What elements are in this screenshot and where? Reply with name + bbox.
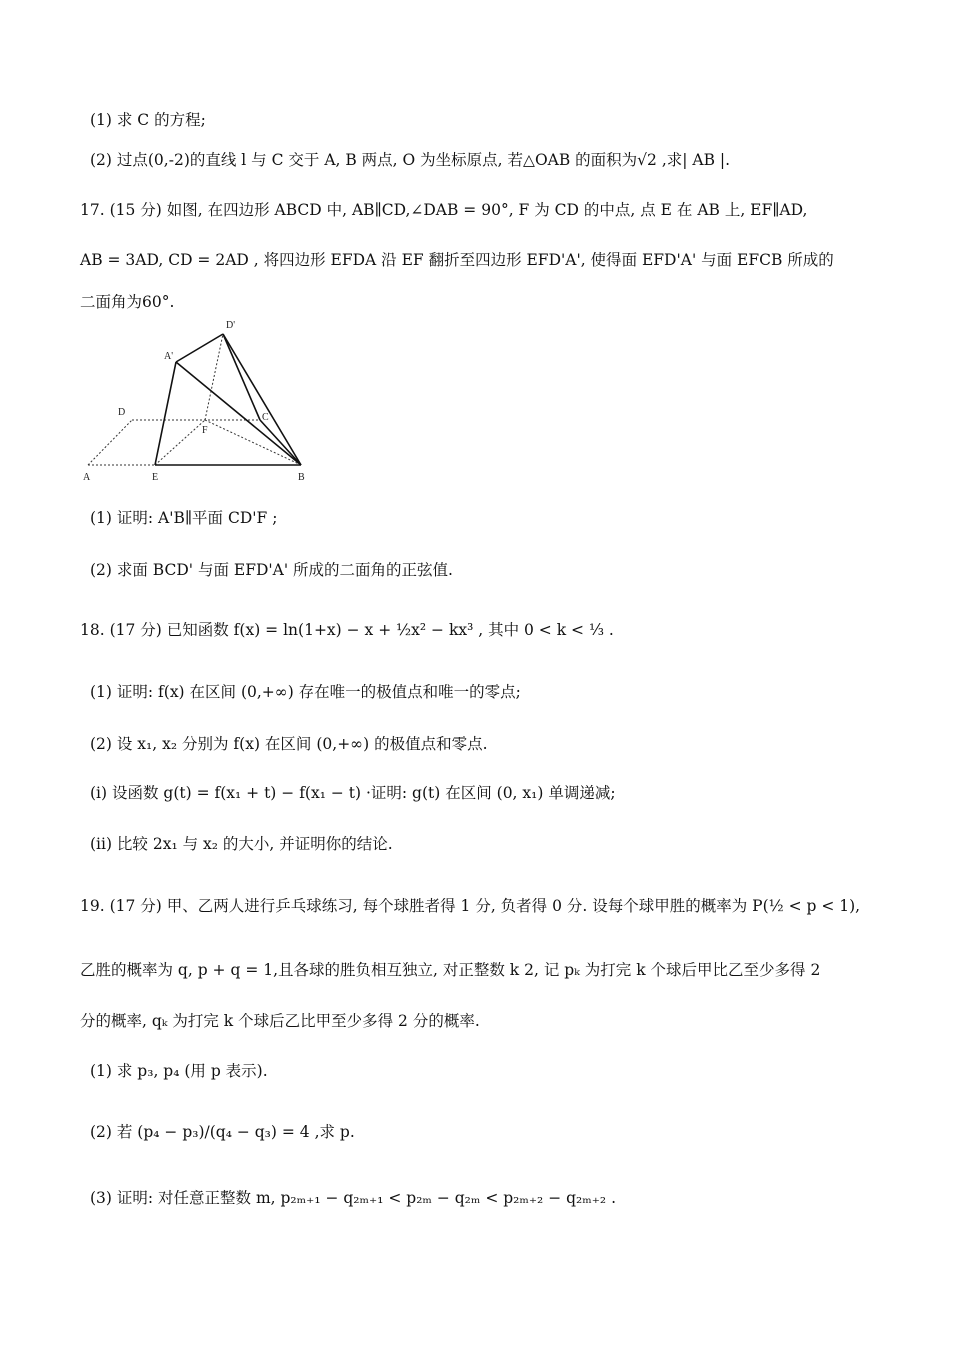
edge-FDprime (205, 334, 223, 420)
q17-part1: (1) 证明: A'B∥平面 CD'F ; (90, 509, 278, 527)
q18-stem: 18. (17 分) 已知函数 f(x) = ln(1+x) − x + ½x² − kx³ , 其中 0 < k < ⅓ . (80, 621, 614, 639)
q19-part1: (1) 求 p₃, p₄ (用 p 表示). (90, 1062, 268, 1080)
edge-DprimeB (223, 334, 301, 465)
edge-AprimeB (176, 362, 301, 465)
edge-AprimeDprime (176, 334, 223, 362)
q18-part2-i: (i) 设函数 g(t) = f(x₁ + t) − f(x₁ − t) ·证明: g(t) 在区间 (0, x₁) 单调递减; (90, 784, 616, 802)
label-A: A (83, 472, 91, 483)
q17-part2: (2) 求面 BCD' 与面 EFD'A' 所成的二面角的正弦值. (90, 561, 453, 579)
edge-FB (205, 420, 301, 465)
q17-stem-line2: AB = 3AD, CD = 2AD , 将四边形 EFDA 沿 EF 翻折至四边形 EFD'A', 使得面 EFD'A' 与面 EFCB 所成的 (80, 251, 834, 269)
edge-EAprime (155, 362, 176, 465)
q19-stem-line3: 分的概率, qₖ 为打完 k 个球后乙比甲至少多得 2 分的概率. (80, 1012, 480, 1030)
q19-stem-line2: 乙胜的概率为 q, p + q = 1,且各球的胜负相互独立, 对正整数 k 2, 记 pₖ 为打完 k 个球后甲比乙至少多得 2 (80, 961, 821, 979)
label-B: B (298, 472, 305, 483)
edge-CB (260, 420, 301, 465)
q16-part2: (2) 过点(0,-2)的直线 l 与 C 交于 A, B 两点, O 为坐标原点, 若△OAB 的面积为√2 ,求| AB |. (90, 151, 731, 169)
q17-stem-line3: 二面角为60°. (80, 293, 175, 311)
label-A-prime: A' (164, 351, 174, 362)
q19-stem-line1: 19. (17 分) 甲、乙两人进行乒乓球练习, 每个球胜者得 1 分, 负者得 0 分. 设每个球甲胜的概率为 P(½ < p < 1), (80, 897, 861, 915)
label-C: C (262, 412, 269, 423)
q19-part2: (2) 若 (p₄ − p₃)/(q₄ − q₃) = 4 ,求 p. (90, 1123, 355, 1141)
label-D: D (118, 407, 126, 418)
label-D-prime: D' (226, 320, 236, 331)
folded-quadrilateral-figure (78, 312, 318, 484)
q16-part1: (1) 求 C 的方程; (90, 111, 206, 129)
edge-AD (88, 420, 132, 465)
q18-part1: (1) 证明: f(x) 在区间 (0,+∞) 存在唯一的极值点和唯一的零点; (90, 683, 521, 701)
edge-DprimeC (223, 334, 260, 420)
label-E: E (152, 472, 159, 483)
q18-part2: (2) 设 x₁, x₂ 分别为 f(x) 在区间 (0,+∞) 的极值点和零点. (90, 735, 488, 753)
label-F: F (202, 425, 208, 436)
q18-part2-ii: (ii) 比较 2x₁ 与 x₂ 的大小, 并证明你的结论. (90, 835, 393, 853)
q17-stem-line1: 17. (15 分) 如图, 在四边形 ABCD 中, AB∥CD,∠DAB = 90°, F 为 CD 的中点, 点 E 在 AB 上, EF∥AD, (80, 201, 808, 219)
q19-part3: (3) 证明: 对任意正整数 m, p₂ₘ₊₁ − q₂ₘ₊₁ < p₂ₘ − q₂ₘ < p₂ₘ₊₂ − q₂ₘ₊₂ . (90, 1189, 617, 1207)
